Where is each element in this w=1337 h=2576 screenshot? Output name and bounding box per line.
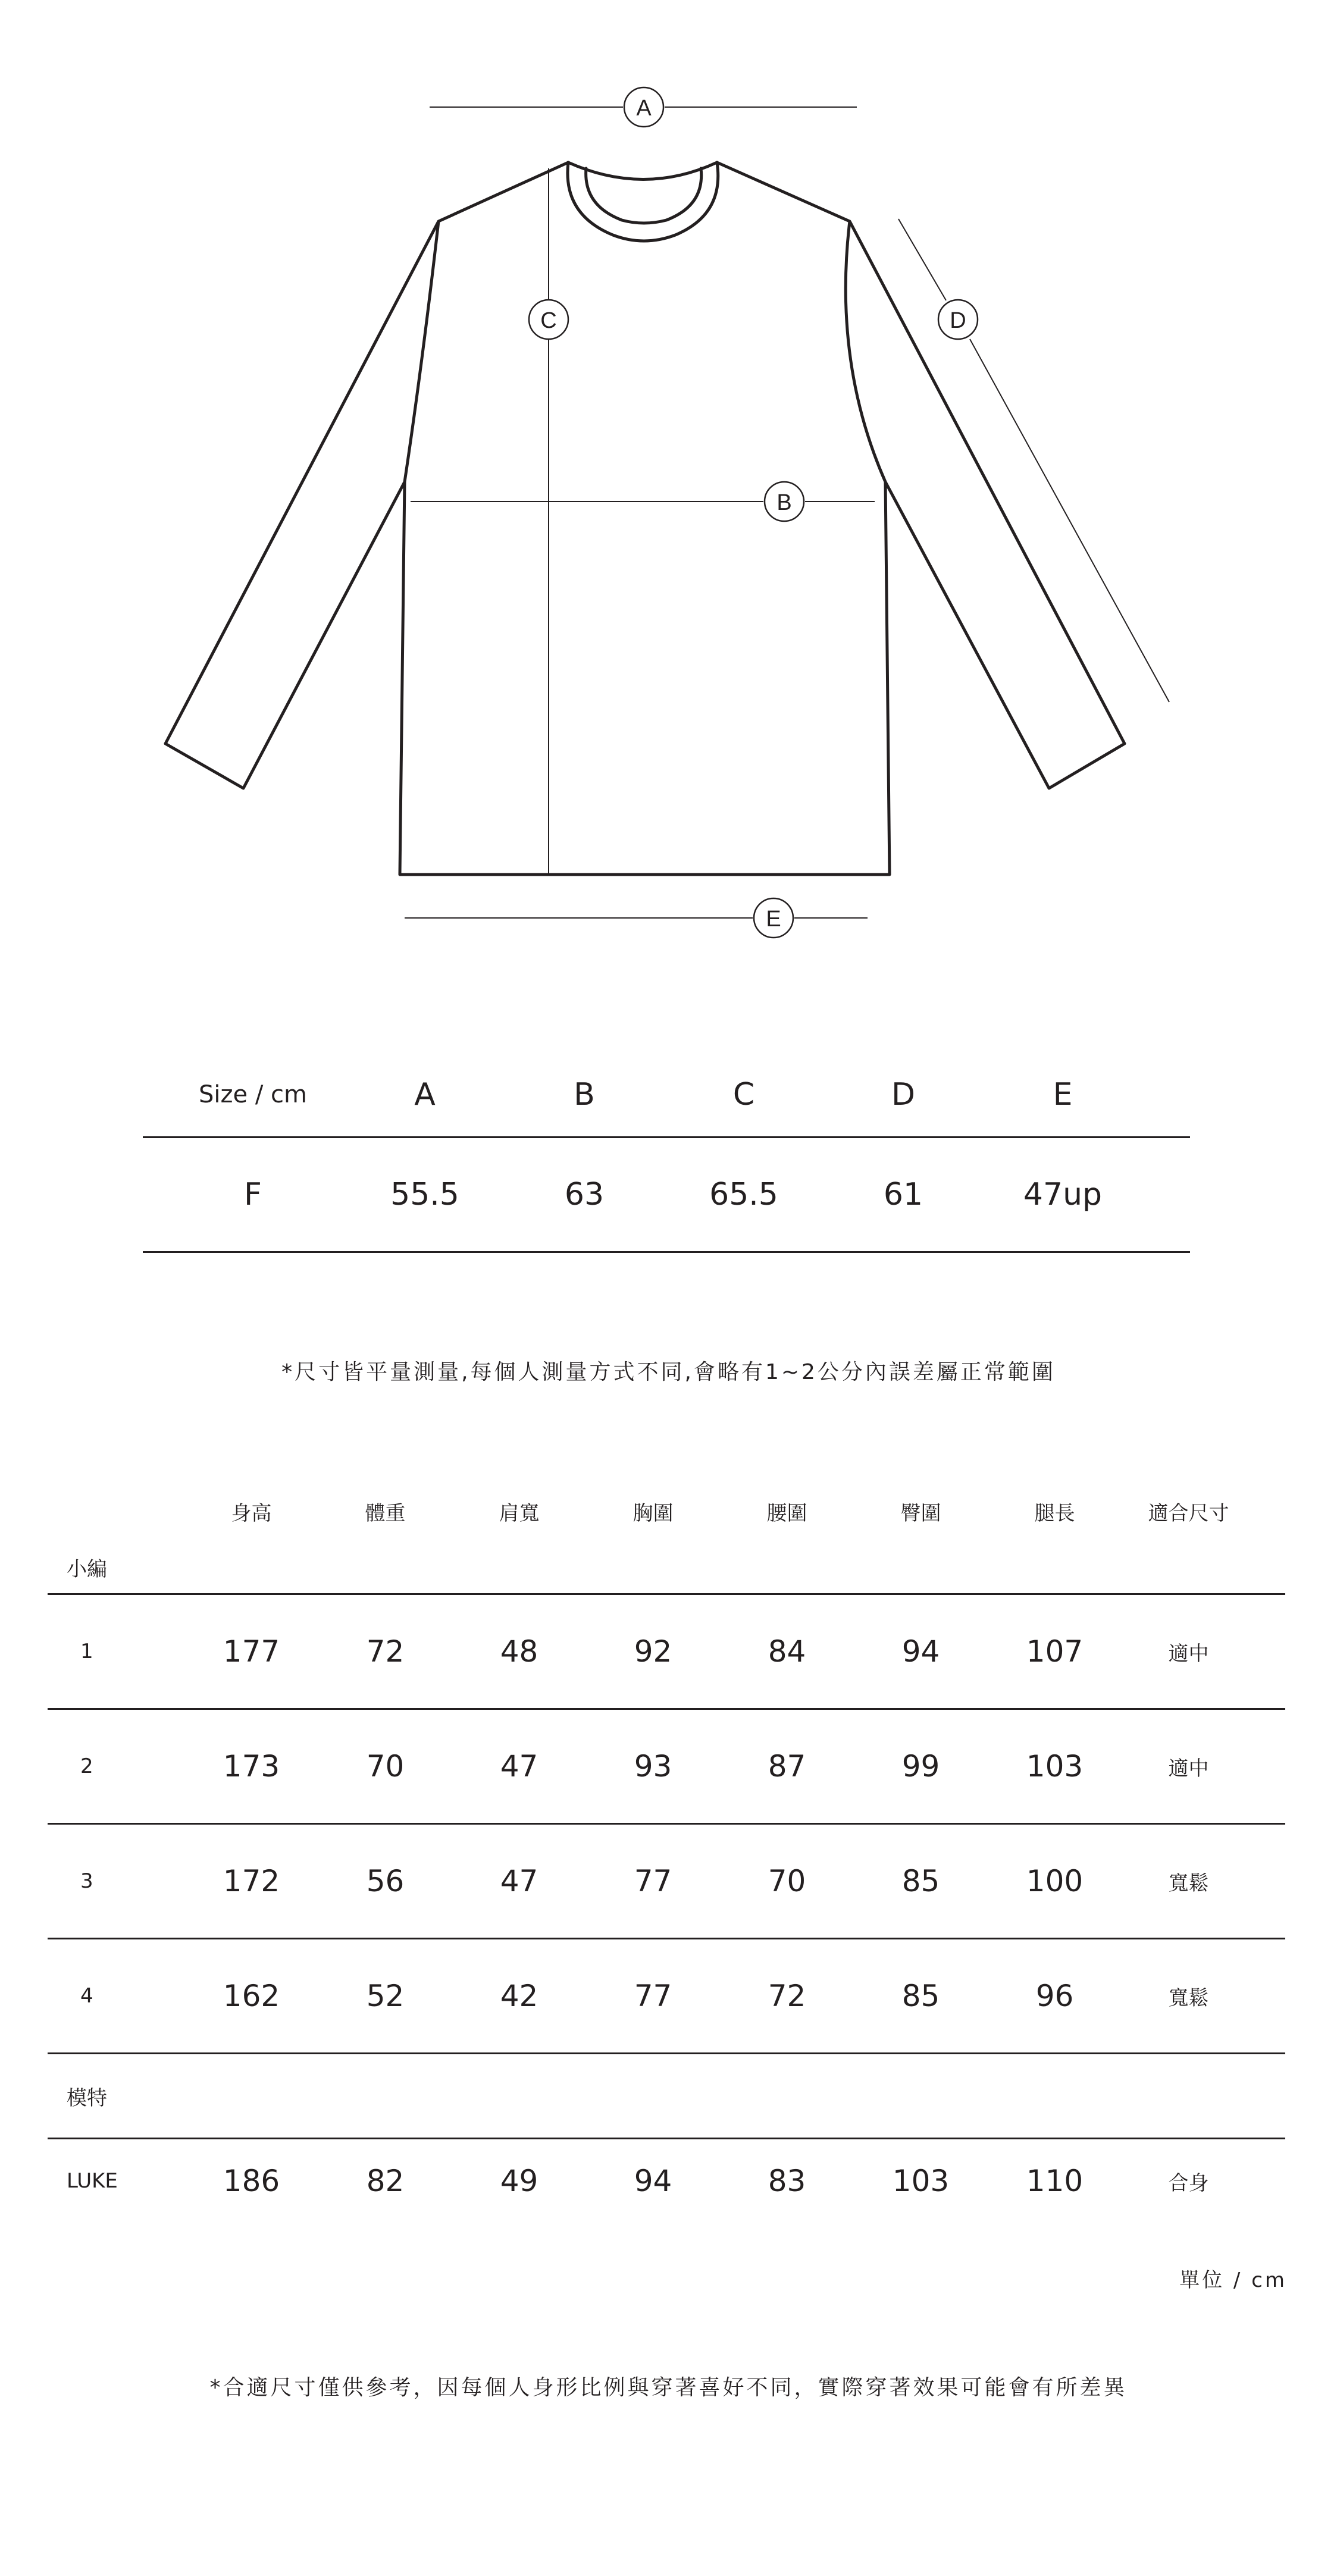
label-a: A: [636, 96, 652, 121]
fit-cell: 110: [1026, 2164, 1084, 2198]
fit-header-weight: 體重: [365, 1501, 406, 1525]
fit-header-hip: 臀圍: [900, 1501, 941, 1525]
fit-cell: 83: [768, 2164, 806, 2198]
fit-cell: 70: [366, 1749, 405, 1784]
measure-note: *尺寸皆平量測量,每個人測量方式不同,會略有1~2公分內誤差屬正常範圍: [281, 1360, 1056, 1384]
fit-cell: 48: [500, 1634, 538, 1669]
fit-header-leg: 腿長: [1034, 1501, 1075, 1525]
size-value-e: 47up: [1023, 1177, 1103, 1212]
fit-cell: 77: [634, 1979, 672, 2013]
fit-header-row: [48, 1481, 1285, 1541]
fit-cell: 92: [634, 1634, 672, 1669]
fit-cell: 52: [366, 1979, 405, 2013]
fit-cell: 162: [223, 1979, 280, 2013]
label-b: B: [776, 490, 792, 515]
fit-header-shoulder: 肩寬: [499, 1501, 540, 1525]
fit-cell: 93: [634, 1749, 672, 1784]
fit-cell: 49: [500, 2164, 538, 2198]
size-spec-table: [143, 1053, 1190, 1253]
size-col-b: B: [574, 1077, 595, 1112]
fit-header-size: 適合尺寸: [1148, 1501, 1229, 1525]
fit-result: 合身: [1168, 2171, 1209, 2195]
fit-cell: 47: [500, 1864, 538, 1898]
fit-cell: 94: [901, 1634, 940, 1669]
size-col-c: C: [732, 1077, 755, 1112]
fit-result: 適中: [1168, 1641, 1209, 1666]
fit-cell: 82: [366, 2164, 405, 2198]
fit-cell: 186: [223, 2164, 280, 2198]
fit-cell: 99: [901, 1749, 940, 1784]
fit-row-label: 3: [80, 1869, 93, 1893]
model-name: LUKE: [67, 2169, 118, 2193]
fit-row-2: [48, 1708, 1285, 1823]
fit-header-waist: 腰圍: [766, 1501, 807, 1525]
fit-cell: 77: [634, 1864, 672, 1898]
size-header-label: Size / cm: [199, 1081, 307, 1108]
fit-row-4: [48, 1938, 1285, 2052]
size-spec-row-f: [143, 1136, 1190, 1253]
label-e: E: [766, 907, 781, 932]
size-spec-header-row: [143, 1053, 1190, 1136]
fit-cell: 94: [634, 2164, 672, 2198]
fit-row-label: 1: [80, 1640, 93, 1663]
staff-group-label: 小編: [67, 1557, 107, 1581]
fit-cell: 107: [1026, 1634, 1084, 1669]
fit-cell: 72: [768, 1979, 806, 2013]
size-col-d: D: [891, 1077, 916, 1112]
size-value-d: 61: [883, 1177, 923, 1212]
fit-cell: 87: [768, 1749, 806, 1784]
fit-header-height: 身高: [231, 1501, 272, 1525]
size-value-a: 55.5: [390, 1177, 459, 1212]
fit-row-1: [48, 1593, 1285, 1708]
fit-result: 適中: [1168, 1756, 1209, 1781]
garment-diagram: [0, 0, 1337, 988]
fit-header-chest: 胸圍: [633, 1501, 674, 1525]
fit-cell: 103: [1026, 1749, 1084, 1784]
fit-cell: 85: [901, 1864, 940, 1898]
collar-rib: [586, 168, 702, 223]
garment-outline: [165, 162, 1125, 875]
fit-cell: 100: [1026, 1864, 1084, 1898]
label-d: D: [950, 308, 966, 333]
fit-cell: 173: [223, 1749, 280, 1784]
size-row-label: F: [244, 1177, 262, 1212]
size-col-a: A: [414, 1077, 436, 1112]
fit-cell: 72: [366, 1634, 405, 1669]
fit-cell: 42: [500, 1979, 538, 2013]
model-group-label: 模特: [67, 2086, 107, 2110]
fit-row-3: [48, 1823, 1285, 1938]
fit-row-model: [48, 2138, 1285, 2223]
fit-cell: 172: [223, 1864, 280, 1898]
fit-cell: 56: [366, 1864, 405, 1898]
size-col-e: E: [1053, 1077, 1073, 1112]
long-sleeve-tee-outline: [0, 0, 1337, 988]
fit-cell: 96: [1035, 1979, 1074, 2013]
model-group-wrap: [48, 2052, 1285, 2138]
fit-note: *合適尺寸僅供參考，因每個人身形比例與穿著喜好不同，實際穿著效果可能會有所差異: [209, 2376, 1128, 2400]
fit-cell: 70: [768, 1864, 806, 1898]
fit-cell: 103: [892, 2164, 950, 2198]
fit-cell: 85: [901, 1979, 940, 2013]
fit-reference-table: [48, 1481, 1285, 2223]
fit-cell: 84: [768, 1634, 806, 1669]
collar-outer: [568, 162, 717, 180]
fit-row-label: 2: [80, 1754, 93, 1778]
fit-cell: 47: [500, 1749, 538, 1784]
unit-label: 單位 / cm: [1179, 2268, 1287, 2292]
fit-result: 寬鬆: [1168, 1986, 1209, 2010]
collar-inner: [568, 162, 718, 241]
fit-result: 寬鬆: [1168, 1871, 1209, 1895]
size-value-c: 65.5: [709, 1177, 778, 1212]
size-value-b: 63: [564, 1177, 605, 1212]
label-c: C: [540, 308, 557, 333]
fit-cell: 177: [223, 1634, 280, 1669]
fit-row-label: 4: [80, 1984, 93, 2008]
